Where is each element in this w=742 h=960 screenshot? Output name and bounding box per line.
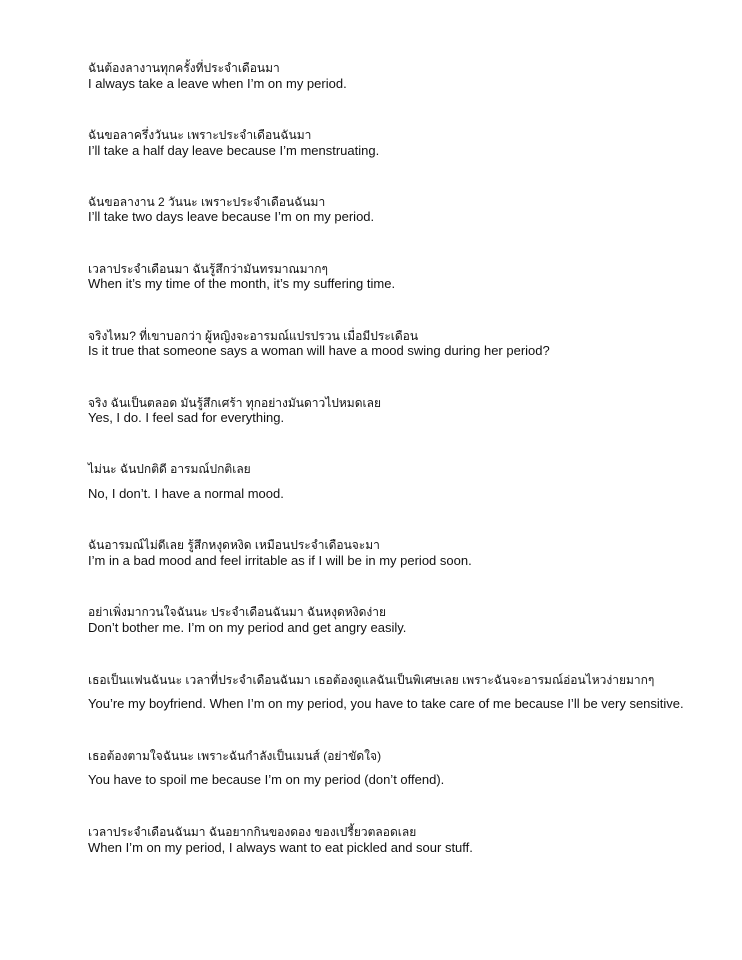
thai-phrase: จริงไหม? ที่เขาบอกว่า ผู้หญิงจะอารมณ์แปรปรวน เมื่อมีประเดือน xyxy=(88,329,419,343)
english-translation: Don’t bother me. I’m on my period and get angry easily. xyxy=(88,620,407,635)
thai-phrase: ฉันขอลาครึ่งวันนะ เพราะประจำเดือนฉันมา xyxy=(88,128,312,142)
english-translation: I always take a leave when I’m on my period. xyxy=(88,76,347,91)
english-translation: I’m in a bad mood and feel irritable as if I will be in my period soon. xyxy=(88,553,472,568)
english-translation: You have to spoil me because I’m on my period (don’t offend). xyxy=(88,772,445,787)
thai-phrase: เวลาประจำเดือนฉันมา ฉันอยากกินของดอง ของเปรี้ยวตลอดเลย xyxy=(88,825,417,839)
thai-phrase: ฉันต้องลางานทุกครั้งที่ประจำเดือนมา xyxy=(88,61,280,75)
thai-phrase: เวลาประจำเดือนมา ฉันรู้สึกว่ามันทรมาณมากๆ xyxy=(88,262,328,276)
thai-phrase: เธอเป็นแฟนฉันนะ เวลาที่ประจำเดือนฉันมา เธอต้องดูแลฉันเป็นพิเศษเลย เพราะฉันจะอารมณ์อ่อนไหวง่ายมากๆ xyxy=(88,673,655,687)
english-translation: When it’s my time of the month, it’s my suffering time. xyxy=(88,276,396,291)
thai-phrase: ฉันอารมณ์ไม่ดีเลย รู้สึกหงุดหงิด เหมือนประจำเดือนจะมา xyxy=(88,538,380,552)
thai-phrase: ฉันขอลางาน 2 วันนะ เพราะประจำเดือนฉันมา xyxy=(88,195,326,209)
english-translation: Is it true that someone says a woman will have a mood swing during her period? xyxy=(88,343,550,358)
thai-phrase: อย่าเพิ่งมากวนใจฉันนะ ประจำเดือนฉันมา ฉันหงุดหงิดง่าย xyxy=(88,605,387,619)
thai-phrase: ไม่นะ ฉันปกติดี อารมณ์ปกติเลย xyxy=(88,462,251,476)
english-translation: Yes, I do. I feel sad for everything. xyxy=(88,410,285,425)
thai-phrase: เธอต้องตามใจฉันนะ เพราะฉันกำลังเป็นเมนส์ (อย่าขัดใจ) xyxy=(88,749,382,763)
english-translation: I’ll take a half day leave because I’m menstruating. xyxy=(88,143,380,158)
english-translation: You’re my boyfriend. When I’m on my period, you have to take care of me because I’ll be very sensitive. xyxy=(88,696,684,711)
english-translation: No, I don’t. I have a normal mood. xyxy=(88,486,284,501)
english-translation: When I’m on my period, I always want to eat pickled and sour stuff. xyxy=(88,840,473,855)
english-translation: I’ll take two days leave because I’m on my period. xyxy=(88,209,375,224)
thai-phrase: จริง ฉันเป็นตลอด มันรู้สึกเศร้า ทุกอย่างมันดาวไปหมดเลย xyxy=(88,396,381,410)
